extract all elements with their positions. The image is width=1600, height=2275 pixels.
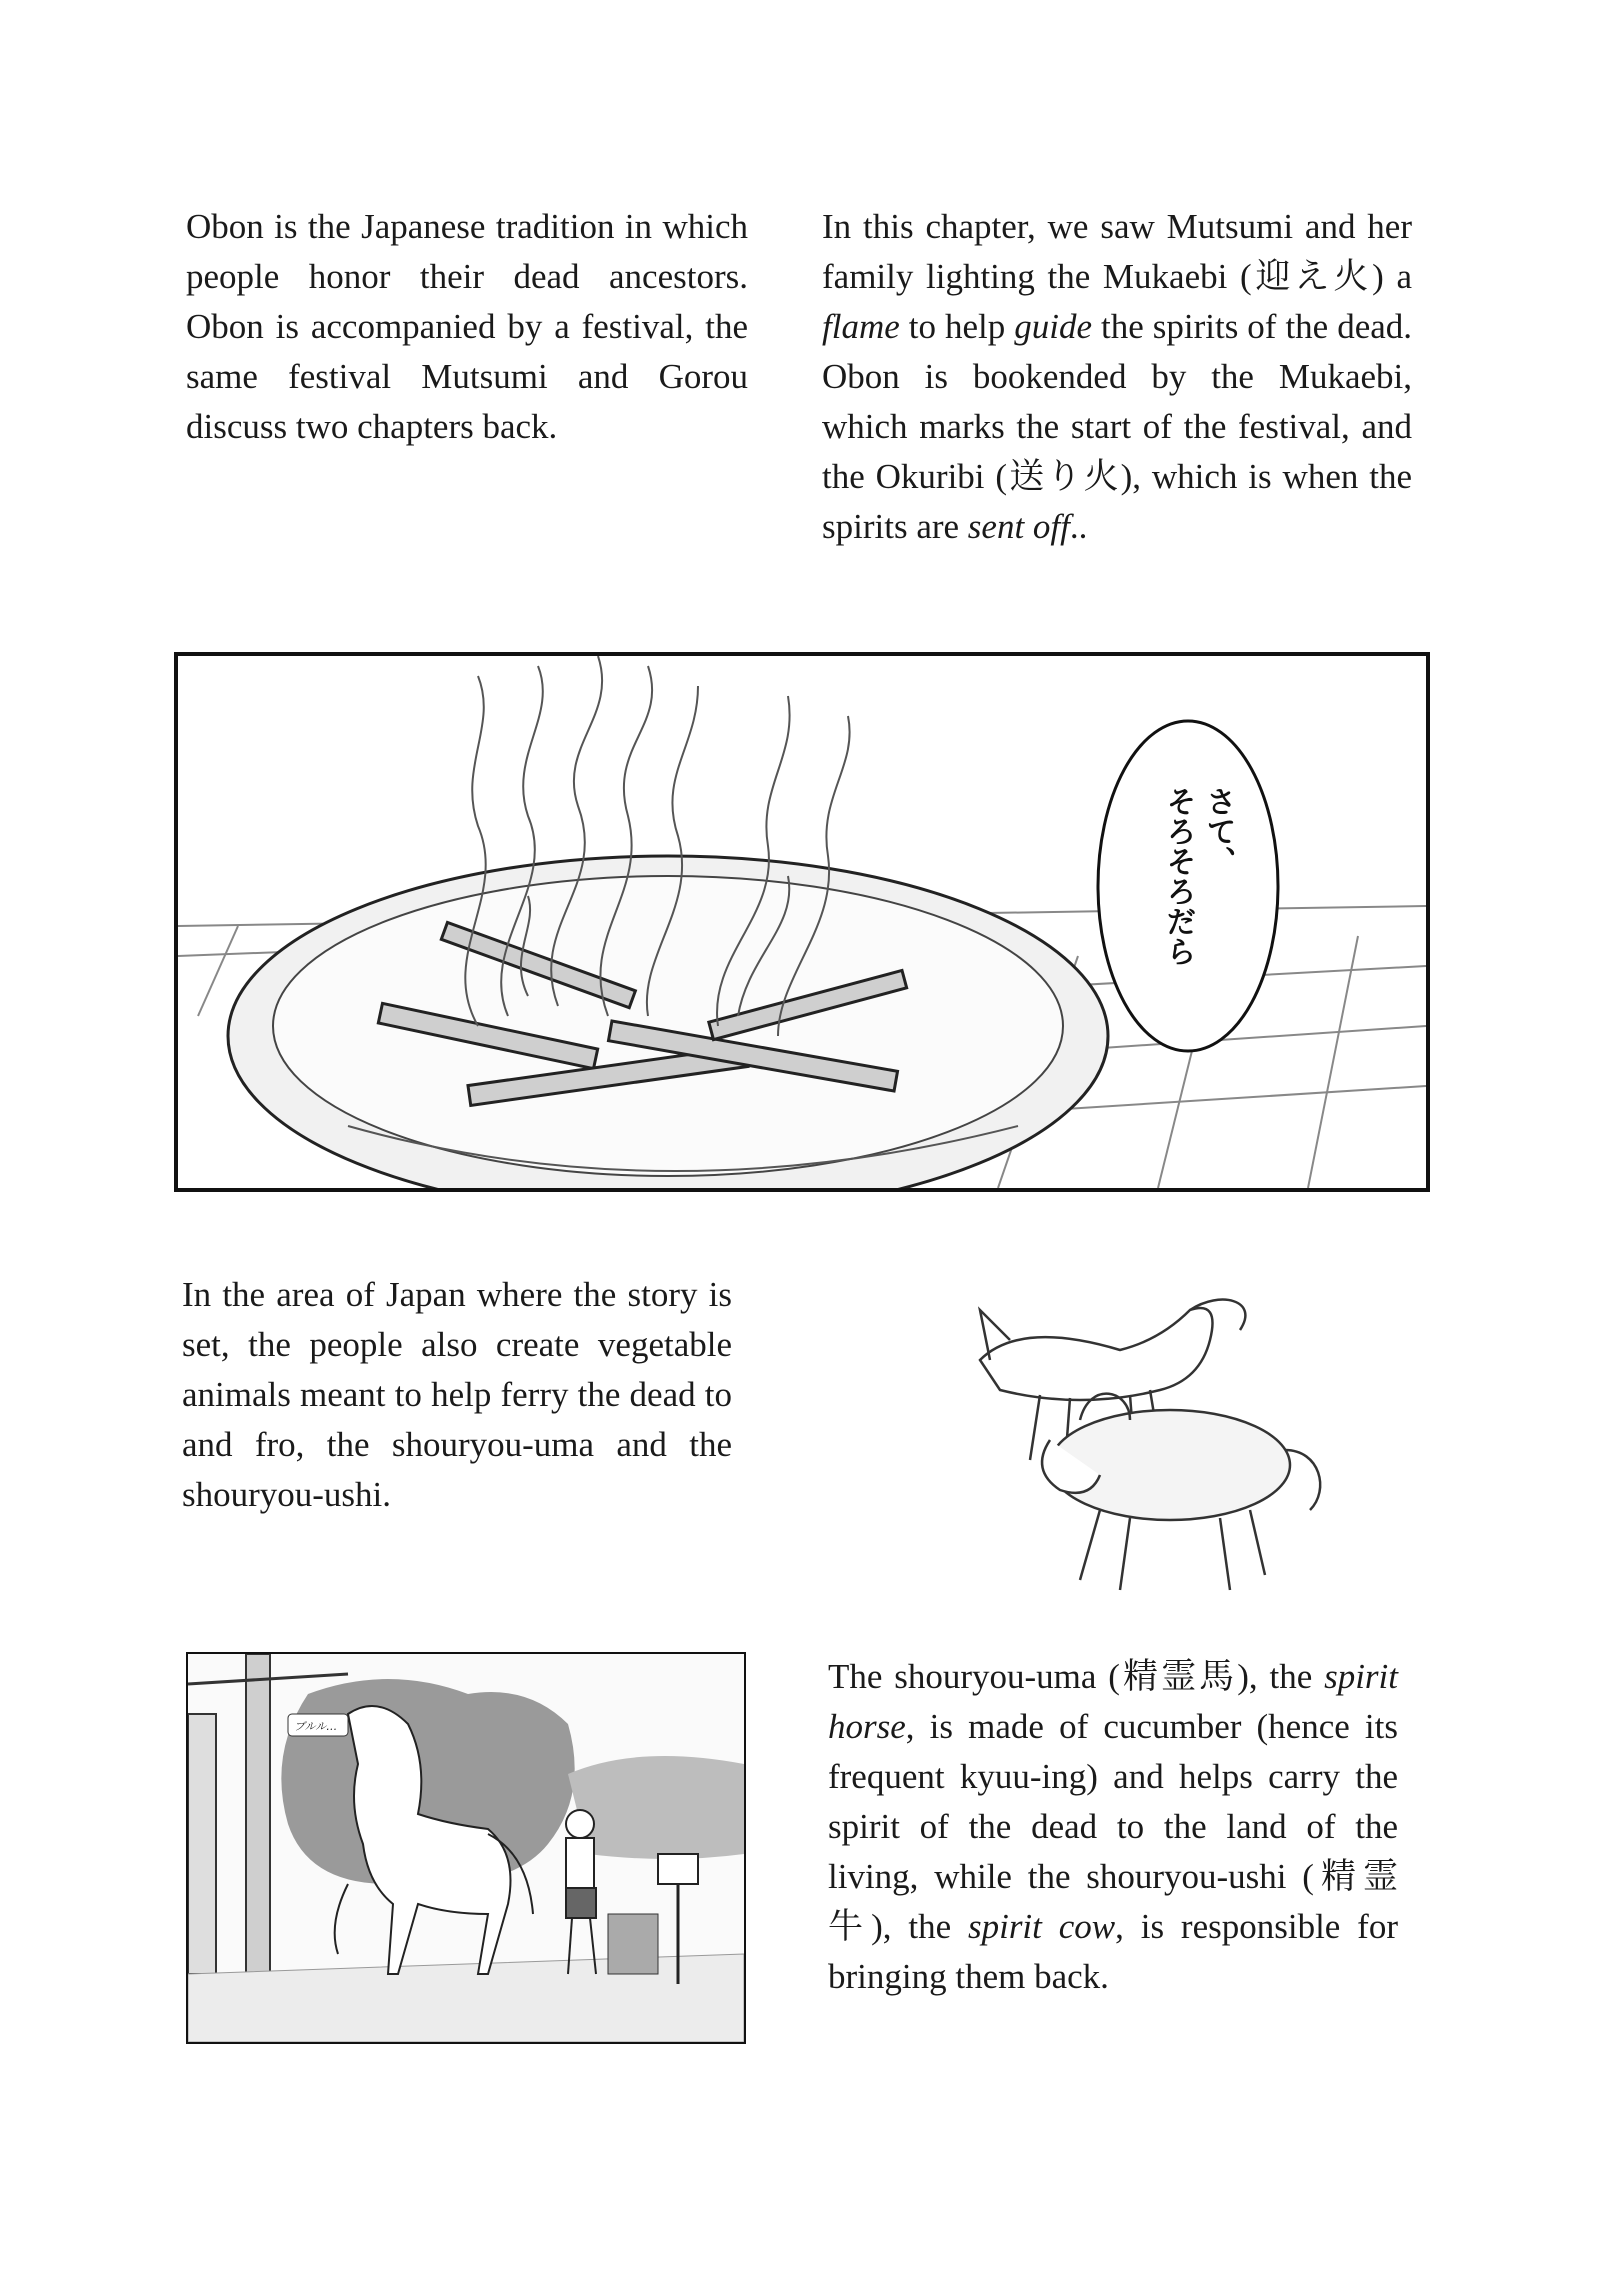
- mailbox: [658, 1854, 698, 1884]
- cucumber-horse: [980, 1308, 1213, 1400]
- shouryou-paragraph: The shouryou-uma (精霊馬), the spirit horse, is made of cucumber (hence its frequent kyuu-ing) and helps carry the spirit of the dead to the land of the living, while the shouryou-ushi (精霊牛), the spirit cow, is responsible for bringing them back.: [828, 1657, 1398, 1996]
- eggplant-cow: [1050, 1410, 1290, 1520]
- dish: [228, 856, 1108, 1188]
- flower-pots: [608, 1914, 658, 1974]
- speech-text-col1: さて、: [1200, 786, 1236, 876]
- pillar: [246, 1654, 270, 1974]
- fire-dish-illustration: [178, 656, 1426, 1188]
- vegetable-animals-illustration: [960, 1280, 1360, 1600]
- mukaebi-fire-panel: [174, 652, 1430, 1192]
- mukaebi-paragraph: In this chapter, we saw Mutsumi and her family lighting the Mukaebi (迎え火) a flame to help guide the spirits of the dead. Obon is bookended by the Mukaebi, which marks the start of the festival, and the Okuribi (送り火), which is when the spirits are sent off..: [822, 207, 1413, 546]
- speech-bubble: [1098, 721, 1278, 1051]
- spirit-horse-scene: [188, 1654, 744, 2042]
- sfx-text: ブルル…: [294, 1720, 338, 1733]
- obon-intro-paragraph: Obon is the Japanese tradition in which people honor their dead ancestors. Obon is accompanied by a festival, the same festival Mutsumi and Gorou discuss two chapters back.: [186, 207, 748, 446]
- vehicle: [188, 1714, 216, 1974]
- sfx-bubble: [288, 1714, 348, 1736]
- spirit-horse-panel: [186, 1652, 746, 2044]
- vegetable-animals-paragraph: In the area of Japan where the story is set, the people also create vegetable animals meant to help ferry the dead to and fro, the shouryou-uma and the shouryou-ushi.: [182, 1275, 732, 1514]
- speech-text-col2: そろそろだら: [1160, 786, 1196, 966]
